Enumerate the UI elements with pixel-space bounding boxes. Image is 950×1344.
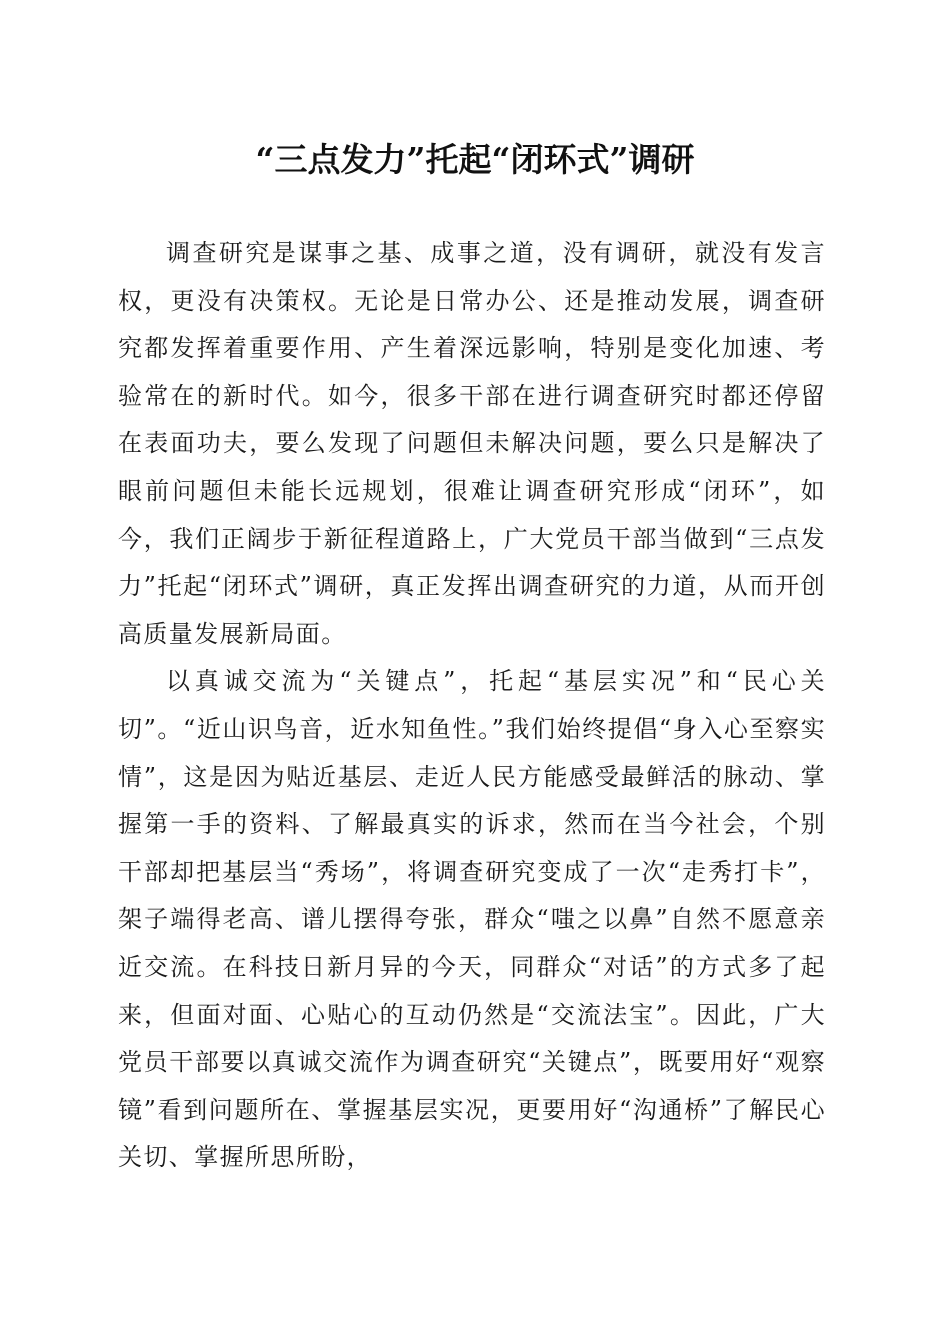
paragraph: 以真诚交流为“关键点”，托起“基层实况”和“民心关切”。“近山识鸟音，近水知鱼性。”我们始终提倡“身入心至察实情”，这是因为贴近基层、走近人民方能感受最鲜活的脉动、掌握第一手的资料、了解最真实的诉求，然而在当今社会，个别干部却把基层当“秀场”，将调查研究变成了一次“走秀打卡”，架子端得老高、谱儿摆得夸张，群众“嗤之以鼻”自然不愿意亲近交流。在科技日新月异的今天，同群众“对话”的方式多了起来，但面对面、心贴心的互动仍然是“交流法宝”。因此，广大党员干部要以真诚交流作为调查研究“关键点”，既要用好“观察镜”看到问题所在、掌握基层实况，更要用好“沟通桥”了解民心关切、掌握所思所盼， [118, 667, 826, 1172]
paragraph: 调查研究是谋事之基、成事之道，没有调研，就没有发言权，更没有决策权。无论是日常办公、还是推动发展，调查研究都发挥着重要作用、产生着深远影响，特别是变化加速、考验常在的新时代。如今，很多干部在进行调查研究时都还停留在表面功夫，要么发现了问题但未解决问题，要么只是解决了眼前问题但未能长远规划，很难让调查研究形成“闭环”，如今，我们正阔步于新征程道路上，广大党员干部当做到“三点发力”托起“闭环式”调研，真正发挥出调查研究的力道，从而开创高质量发展新局面。 [118, 239, 826, 648]
document-body [118, 230, 826, 1182]
document-title: “三点发力”托起“闭环式”调研 [255, 140, 695, 179]
